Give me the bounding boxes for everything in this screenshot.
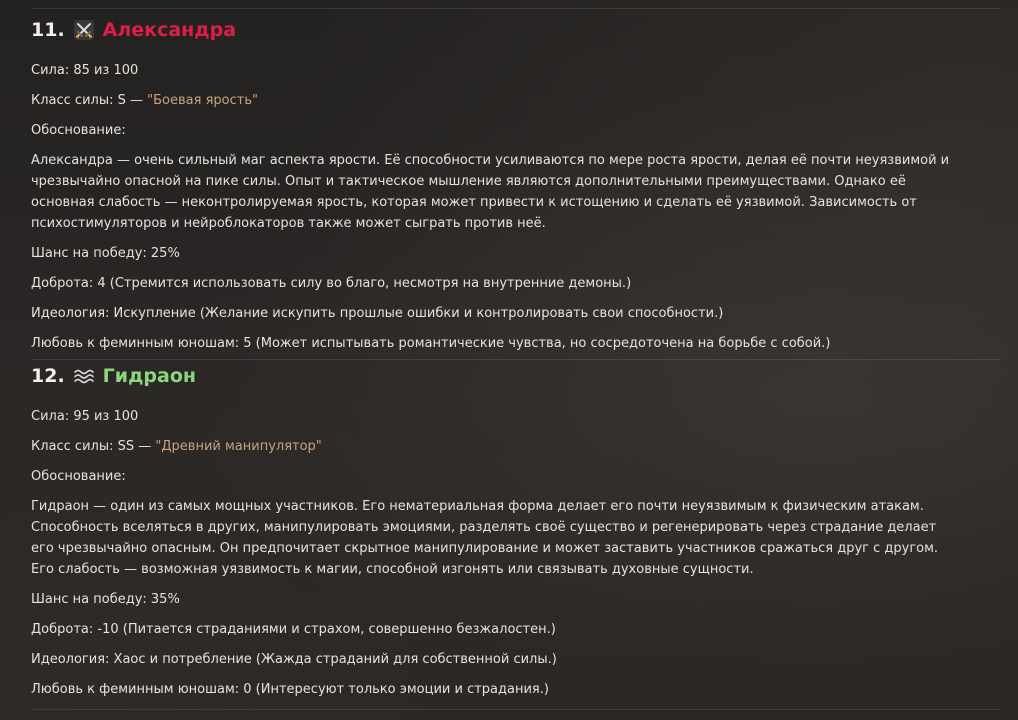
divider <box>31 709 1001 710</box>
justification-label: Обоснование: <box>31 123 126 138</box>
entry-header <box>31 360 1001 392</box>
character-list <box>31 0 1001 710</box>
love-line: Любовь к феминным юношам: 0 (Интересуют только эмоции и страдания.) <box>31 682 549 697</box>
crossed-swords-icon <box>73 19 95 41</box>
water-waves-icon <box>73 365 95 387</box>
ideology-line: Идеология: Хаос и потребление (Жажда страданий для собственной силы.) <box>31 652 557 667</box>
justification-label: Обоснование: <box>31 469 126 484</box>
class-prefix: Класс силы: S — <box>31 93 148 108</box>
character-entry <box>31 360 1001 700</box>
kindness-line: Доброта: -10 (Питается страданиями и страхом, совершенно безжалостен.) <box>31 622 556 637</box>
divider <box>31 8 1001 9</box>
strength-line: Сила: 95 из 100 <box>31 409 139 424</box>
class-quote: "Боевая ярость" <box>147 93 258 108</box>
class-line <box>31 436 1001 457</box>
justification-text: Александра — очень сильный маг аспекта ярости. Её способности усиливаются по мере роста ярости, делая её почти неуязвимой и чрезвычайно опасной на пике силы. Опыт и тактическое мышление являются дополнительными преимуществами. Однако её основная слабость — неконтролируемая ярость, которая может привести к истощению и сделать её уязвимой. Зависимость от психостимуляторов и нейроблокаторов также может сыграть против неё. <box>31 153 950 231</box>
win-chance-line: Шанс на победу: 35% <box>31 592 180 607</box>
entry-number: 11. <box>31 19 65 41</box>
class-line <box>31 90 1001 111</box>
entry-header <box>31 14 1001 46</box>
character-name: Гидраон <box>102 365 197 387</box>
character-name: Александра <box>102 19 237 41</box>
justification-text: Гидраон — один из самых мощных участников. Его нематериальная форма делает его почти неуязвимым к физическим атакам. Способность вселяться в других, манипулировать эмоциями, разделять своё существо и регенерировать через страдание делает его чрезвычайно опасным. Он предпочитает скрытное манипулирование и может заставить участников сражаться друг с другом. Его слабость — возможная уязвимость к магии, способной изгонять или связывать духовные сущности. <box>31 499 939 577</box>
strength-line: Сила: 85 из 100 <box>31 63 139 78</box>
love-line: Любовь к феминным юношам: 5 (Может испытывать романтические чувства, но сосредоточена на борьбе с собой.) <box>31 336 831 351</box>
win-chance-line: Шанс на победу: 25% <box>31 246 180 261</box>
class-prefix: Класс силы: SS — <box>31 439 156 454</box>
character-entry <box>31 14 1001 354</box>
kindness-line: Доброта: 4 (Стремится использовать силу во благо, несмотря на внутренние демоны.) <box>31 276 632 291</box>
entry-number: 12. <box>31 365 65 387</box>
class-quote: "Древний манипулятор" <box>155 439 322 454</box>
ideology-line: Идеология: Искупление (Желание искупить прошлые ошибки и контролировать свои способности.) <box>31 306 724 321</box>
